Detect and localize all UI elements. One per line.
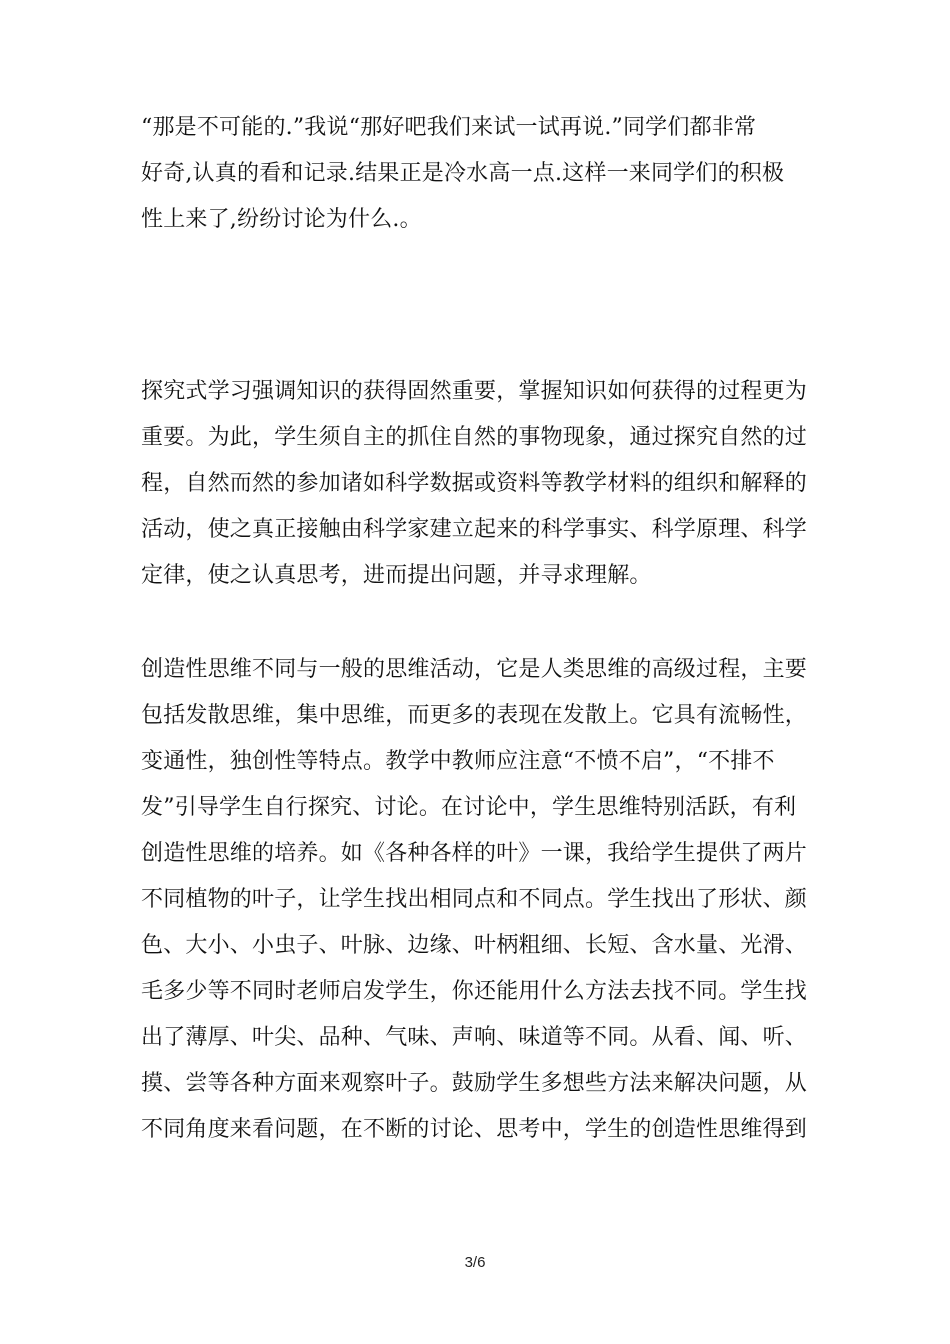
text-line: 好奇,认真的看和记录.结果正是冷水高一点.这样一来同学们的积极 <box>141 161 785 186</box>
text-line: 创造性思维的培养。如《各种各样的叶》一课，我给学生提供了两片 <box>141 841 808 866</box>
text-line: 定律，使之认真思考，进而提出问题，并寻求理解。 <box>141 563 652 588</box>
text-line: 变通性，独创性等特点。教学中教师应注意“不愤不启”，“不排不 <box>141 749 775 774</box>
paragraph-inquiry-learning <box>141 369 817 599</box>
text-line: 探究式学习强调知识的获得固然重要，掌握知识如何获得的过程更为 <box>141 379 808 404</box>
paragraph-experiment <box>141 105 817 243</box>
text-line: 程，自然而然的参加诸如科学数据或资料等教学材料的组织和解释的 <box>141 471 808 496</box>
text-line: 色、大小、小虫子、叶脉、边缘、叶柄粗细、长短、含水量、光滑、 <box>141 933 808 958</box>
text-line: 创造性思维不同与一般的思维活动，它是人类思维的高级过程，主要 <box>141 657 808 682</box>
text-line: 活动，使之真正接触由科学家建立起来的科学事实、科学原理、科学 <box>141 517 808 542</box>
text-line: 发”引导学生自行探究、讨论。在讨论中，学生思维特别活跃，有利 <box>141 795 797 820</box>
text-line: 重要。为此，学生须自主的抓住自然的事物现象，通过探究自然的过 <box>141 425 808 450</box>
text-line: 出了薄厚、叶尖、品种、气味、声响、味道等不同。从看、闻、听、 <box>141 1025 808 1050</box>
page-number: 3/6 <box>464 1254 486 1271</box>
text-line: 毛多少等不同时老师启发学生，你还能用什么方法去找不同。学生找 <box>141 979 808 1004</box>
text-line: 包括发散思维，集中思维，而更多的表现在发散上。它具有流畅性， <box>141 703 808 728</box>
text-line: 不同角度来看问题，在不断的讨论、思考中，学生的创造性思维得到 <box>141 1117 808 1142</box>
text-line: 性上来了,纷纷讨论为什么.。 <box>141 207 422 232</box>
text-line: “那是不可能的.”我说“那好吧我们来试一试再说.”同学们都非常 <box>141 115 757 140</box>
text-line: 不同植物的叶子，让学生找出相同点和不同点。学生找出了形状、颜 <box>141 887 808 912</box>
text-line: 摸、尝等各种方面来观察叶子。鼓励学生多想些方法来解决问题，从 <box>141 1071 808 1096</box>
paragraph-creative-thinking <box>141 647 817 1153</box>
